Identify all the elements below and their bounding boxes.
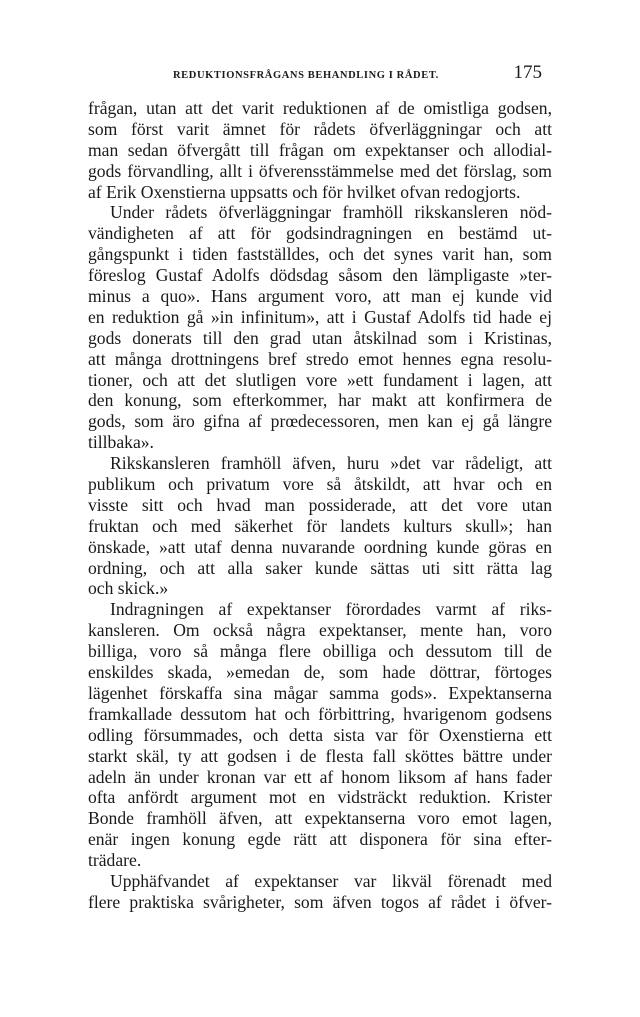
running-title: REDUKTIONSFRÅGANS BEHANDLING I RÅDET. <box>173 70 439 81</box>
page-number: 175 <box>513 62 542 83</box>
text-line: föreslog Gustaf Adolfs dödsdag såsom den lämpligaste »ter- <box>88 265 552 286</box>
text-line: ofta anfördt argument mot en vidsträckt reduktion. Krister <box>88 787 552 808</box>
text-line: billiga, voro så många flere obilliga och dessutom till de <box>88 641 552 662</box>
text-line: kansleren. Om också några expektanser, mente han, voro <box>88 620 552 641</box>
text-line: gods, som äro gifna af prœdecessoren, men kan ej gå längre <box>88 411 552 432</box>
text-line: framkallade dessutom hat och förbittring, hvarigenom godsens <box>88 703 552 724</box>
text-line: flere praktiska svårigheter, som äfven togos af rådet i öfver- <box>88 891 552 912</box>
text-line: frågan, utan att det varit reduktionen af de omistliga godsen, <box>88 98 552 118</box>
text-line: man sedan öfvergått till frågan om expektanser och allodial- <box>88 139 552 160</box>
text-line: Bonde framhöll äfven, att expektanserna voro emot lagen, <box>88 808 552 829</box>
text-line: att många drottningens bref stredo emot hennes egna resolu- <box>88 348 552 369</box>
text-line: tioner, och att det slutligen vore »ett fundament i lagen, att <box>88 369 552 390</box>
text-line: enskildes skada, »emedan de, som hade döttrar, förtoges <box>88 662 552 683</box>
text-line: gods donerats till den grad utan åtskilnad som i Kristinas, <box>88 327 552 348</box>
text-line: en reduktion gå »in infinitum», att i Gustaf Adolfs tid hade ej <box>88 306 552 327</box>
text-line: tillbaka». <box>88 432 154 453</box>
text-line: fruktan och med säkerhet för landets kulturs skull»; han <box>88 515 552 536</box>
text-line: publikum och privatum vore så åtskildt, att hvar och en <box>88 474 552 495</box>
body-text <box>88 98 552 913</box>
text-line: Upphäfvandet af expektanser var likväl förenadt med <box>110 870 552 891</box>
paragraph-2 <box>88 202 552 453</box>
text-line: gods förvandling, allt i öfverensstämmelse med det förslag, som <box>88 160 552 181</box>
text-line: odling försummades, och detta sista var för Oxenstierna ett <box>88 724 552 745</box>
running-header <box>88 60 552 86</box>
text-line: vändigheten af att för godsindragningen en bestämd ut- <box>88 223 552 244</box>
text-line: visste sitt och hvad man possiderade, att det vore utan <box>88 494 552 515</box>
text-line: starkt skäl, ty att godsen i de flesta fall sköttes bättre under <box>88 745 552 766</box>
text-line: Indragningen af expektanser förordades varmt af riks- <box>110 599 552 620</box>
text-line: lägenhet förskaffa sina mågar samma gods». Expektanserna <box>88 682 552 703</box>
text-line: önskade, »att utaf denna nuvarande oordning kunde göras en <box>88 536 552 557</box>
text-line: Rikskansleren framhöll äfven, huru »det var rådeligt, att <box>110 453 552 474</box>
paragraph-5 <box>88 871 552 913</box>
text-line: gångspunkt i tiden fastställdes, och det synes varit han, som <box>88 244 552 265</box>
text-line: enär ingen konung egde rätt att disponera för sina efter- <box>88 829 552 850</box>
text-line: minus a quo». Hans argument voro, att man ej kunde vid <box>88 286 552 307</box>
text-line: af Erik Oxenstierna uppsatts och för hvilket ofvan redogjorts. <box>88 181 521 202</box>
text-line: och skick.» <box>88 578 169 599</box>
paragraph-1 <box>88 98 552 202</box>
text-line: den konung, som efterkommer, har makt att konfirmera de <box>88 390 552 411</box>
text-line: ordning, och att alla saker kunde sättas uti sitt rätta lag <box>88 557 552 578</box>
text-line: som först varit ämnet för rådets öfverläggningar och att <box>88 118 552 139</box>
text-line: adeln än under kronan var ett af honom liksom af hans fader <box>88 766 552 787</box>
text-line: trädare. <box>88 850 142 871</box>
text-line: Under rådets öfverläggningar framhöll rikskansleren nöd- <box>110 202 552 223</box>
paragraph-3 <box>88 453 552 599</box>
paragraph-4 <box>88 599 552 871</box>
